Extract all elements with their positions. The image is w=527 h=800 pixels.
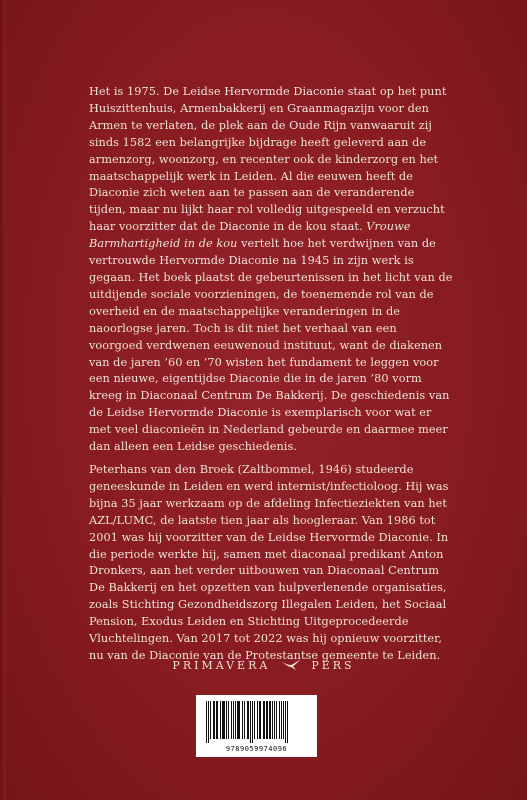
barcode-bar — [237, 701, 240, 739]
publisher-name-right: PERS — [311, 658, 355, 672]
barcode-bar — [287, 701, 288, 743]
barcode-bar — [231, 701, 232, 739]
barcode-bar — [216, 701, 218, 739]
barcode-bar — [244, 701, 245, 739]
barcode-bar — [257, 701, 258, 739]
barcode-bar — [263, 701, 265, 739]
barcode-bar — [210, 701, 211, 739]
barcode-bars — [204, 701, 309, 743]
barcode-bar — [252, 701, 253, 743]
barcode-bar — [235, 701, 236, 739]
barcode-bar — [208, 701, 209, 743]
spine-edge — [0, 0, 6, 800]
barcode-bar — [242, 701, 243, 739]
barcode-bar — [226, 701, 227, 739]
publisher-name-left: PRIMAVERA — [172, 658, 271, 672]
book-title-italic: Vrouwe Barmhartigheid in de kou — [89, 220, 411, 251]
barcode-bar — [266, 701, 268, 739]
barcode-bar — [259, 701, 261, 739]
barcode-bar — [272, 701, 273, 739]
barcode-bar — [206, 701, 207, 743]
barcode-bar — [281, 701, 282, 739]
barcode-bar — [279, 701, 280, 739]
barcode-bar — [276, 701, 277, 739]
barcode-bar — [228, 701, 229, 739]
blurb-text-end: vertelt hoe het verdwijnen van de vertrouwde Hervormde Diaconie na 1945 in zijn werk is gegaan. Het boek plaatst de gebeurtenissen in het licht van de uitdijende sociale voorzieningen, de toenemende rol van de overheid en de maatschappelijke veranderingen in de naoorlogse jaren. Toch is dit niet het verhaal van een voorgoed verdwenen eeuwenoud instituut, want de diakenen van de jaren ’60 en ’70 wisten het fundament te leggen voor een nieuwe, eigentijdse Diaconie die in de jaren ’80 vorm kreeg in Diaconaal Centrum De Bakkerij. De geschiedenis van de Leidse Hervormde Diaconie is exemplarisch voor wat er met veel diaconieën in Nederland gebeurde en daarmee meer dan alleen een Leidse geschiedenis. — [89, 237, 453, 454]
barcode-bar — [274, 701, 275, 739]
barcode-bar — [254, 701, 255, 739]
barcode-bar — [285, 701, 286, 743]
barcode-bar — [220, 701, 221, 739]
barcode-bar — [213, 701, 215, 739]
barcode-bar — [233, 701, 234, 739]
swallow-bird-icon — [281, 659, 301, 671]
publisher-logo — [0, 658, 527, 672]
isbn-number: 9789059974096 — [225, 745, 288, 753]
barcode-bar — [247, 701, 249, 739]
barcode-bar — [269, 701, 271, 739]
barcode-bar — [250, 701, 251, 743]
barcode-bar — [283, 701, 284, 739]
author-bio-paragraph: Peterhans van den Broek (Zaltbommel, 1946) studeerde geneeskunde in Leiden en werd internist/infectioloog. Hij was bijna 35 jaar werkzaam op de afdeling Infectieziekten van het AZL/LUMC, de laatste tien jaar als hoogleraar. Van 1986 tot 2001 was hij voorzitter van de Leidse Hervormde Diaconie. In die periode werkte hij, samen met diaconaal predikant Anton Dronkers, aan het verder uitbouwen van Diaconaal Centrum De Bakkerij en het opzetten van hulpverlenende organisaties, zoals Stichting Gezondheidszorg Illegalen Leiden, het Sociaal Pension, Exodus Leiden en Stichting Uitgeprocedeerde Vluchtelingen. Van 2017 tot 2022 was hij opnieuw voorzitter, nu van de Diaconie van de Protestantse gemeente te Leiden. — [89, 463, 449, 662]
barcode-bar — [222, 701, 225, 739]
isbn-barcode — [196, 695, 317, 757]
blurb-text-start: Het is 1975. De Leidse Hervormde Diaconie staat op het punt Huiszittenhuis, Armenbakkerij en Graanmagazijn voor den Armen te verlaten, de plek aan de Oude Rijn vanwaaruit zij sinds 1582 een belangrijke bijdrage heeft geleverd aan de armenzorg, woonzorg, en recenter ook de kinderzorg en het maatschappelijk werk in Leiden. Al die eeuwen heeft de Diaconie zich weten aan te passen aan de veranderende tijden, maar nu lijkt haar rol volledig uitgespeeld en verzucht haar voorzitter dat de Diaconie in de kou staat. — [89, 85, 447, 234]
blurb-paragraph — [89, 84, 453, 456]
